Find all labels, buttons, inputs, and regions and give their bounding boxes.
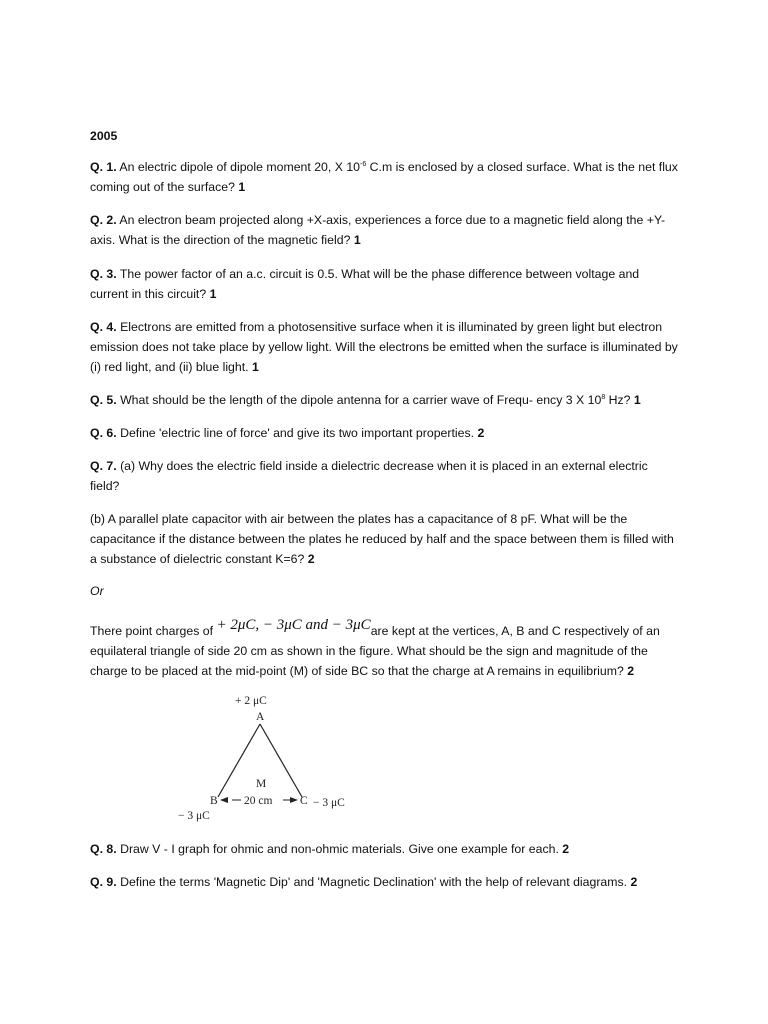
marks: 2 <box>477 426 485 440</box>
question-text-cont: Hz? <box>605 393 634 407</box>
question-text-cont: C.m is enclosed by a closed surface. What is the net flux coming out of the surface? <box>90 160 678 194</box>
side-ab <box>218 724 260 797</box>
question-2 <box>90 210 680 250</box>
vertex-a-label: A <box>256 711 265 723</box>
question-1 <box>90 157 680 197</box>
triangle-charges-figure <box>174 690 364 825</box>
question-number: Q. 1. <box>90 160 117 174</box>
question-5 <box>90 390 680 410</box>
marks: 2 <box>307 552 315 566</box>
midpoint-label: M <box>256 778 267 790</box>
question-number: Q. 9. <box>90 875 117 889</box>
arrow-right-icon <box>290 797 298 803</box>
question-number: Q. 8. <box>90 842 117 856</box>
question-text: What should be the length of the dipole antenna for a carrier wave of Frequ- ency 3 X 10 <box>116 393 602 407</box>
marks: 1 <box>251 360 259 374</box>
question-number: Q. 7. <box>90 459 117 473</box>
question-text: Define 'electric line of force' and give its two important properties. <box>116 426 478 440</box>
question-text: Electrons are emitted from a photosensitive surface when it is illuminated by green light but electron emission does not take place by yellow light. Will the electrons be emitted when the surface is illuminated by (i) red light, and (ii) blue light. <box>90 320 678 374</box>
question-number: Q. 4. <box>90 320 117 334</box>
exponent: -6 <box>360 161 367 168</box>
vertex-c-label: C <box>300 795 308 807</box>
question-text: The power factor of an a.c. circuit is 0.5. What will be the phase difference between voltage and current in this circuit? <box>90 267 640 301</box>
question-4 <box>90 317 680 377</box>
question-text: (b) A parallel plate capacitor with air between the plates has a capacitance of 8 pF. What will be the capacitance if the distance between the plates he reduced by half and the space between them is filled with a substance of dielectric constant K=6? <box>90 512 674 566</box>
question-text: An electron beam projected along +X-axis, experiences a force due to a magnetic field along the +Y-axis. What is the direction of the magnetic field? <box>90 213 666 247</box>
paper-year: 2005 <box>90 129 118 143</box>
or-label: Or <box>90 584 104 598</box>
question-7-alternative <box>90 617 680 681</box>
question-number: Q. 5. <box>90 393 117 407</box>
marks: 1 <box>209 287 217 301</box>
charge-c-label: − 3 μC <box>313 797 345 809</box>
marks: 1 <box>353 233 361 247</box>
charge-a-label: + 2 μC <box>235 695 267 707</box>
charge-b-label: − 3 μC <box>178 810 210 822</box>
question-7a <box>90 456 680 496</box>
side-length-label: 20 cm <box>244 795 273 807</box>
arrow-left-icon <box>220 797 228 803</box>
question-text: Define the terms 'Magnetic Dip' and 'Magnetic Declination' with the help of relevant diagrams. <box>116 875 631 889</box>
marks: 1 <box>238 180 246 194</box>
question-8 <box>90 839 680 859</box>
charges-expression: + 2μC, − 3μC and − 3μC <box>216 617 371 633</box>
question-3 <box>90 264 680 304</box>
marks: 2 <box>630 875 638 889</box>
exponent: 8 <box>601 394 606 401</box>
question-text-cont: are kept at the vertices, A, B and C respectively of an equilateral triangle of side 20 cm as shown in the figure. What should be the sign and magnitude of the charge to be placed at the mid-point (M) of side BC so that the charge at A remains in equilibrium? <box>90 624 660 678</box>
question-text: (a) Why does the electric field inside a dielectric decrease when it is placed in an external electric field? <box>90 459 648 493</box>
question-number: Q. 6. <box>90 426 117 440</box>
marks: 2 <box>627 664 635 678</box>
question-text: An electric dipole of dipole moment 20, X 10 <box>116 160 361 174</box>
question-number: Q. 3. <box>90 267 117 281</box>
vertex-b-label: B <box>210 795 218 807</box>
side-ac <box>260 724 302 797</box>
question-text: Draw V - I graph for ohmic and non-ohmic materials. Give one example for each. <box>116 842 563 856</box>
question-text: There point charges of <box>90 624 217 638</box>
marks: 2 <box>562 842 570 856</box>
question-7b <box>90 509 680 569</box>
marks: 1 <box>633 393 641 407</box>
question-number: Q. 2. <box>90 213 117 227</box>
question-9 <box>90 872 680 892</box>
question-6 <box>90 423 680 443</box>
